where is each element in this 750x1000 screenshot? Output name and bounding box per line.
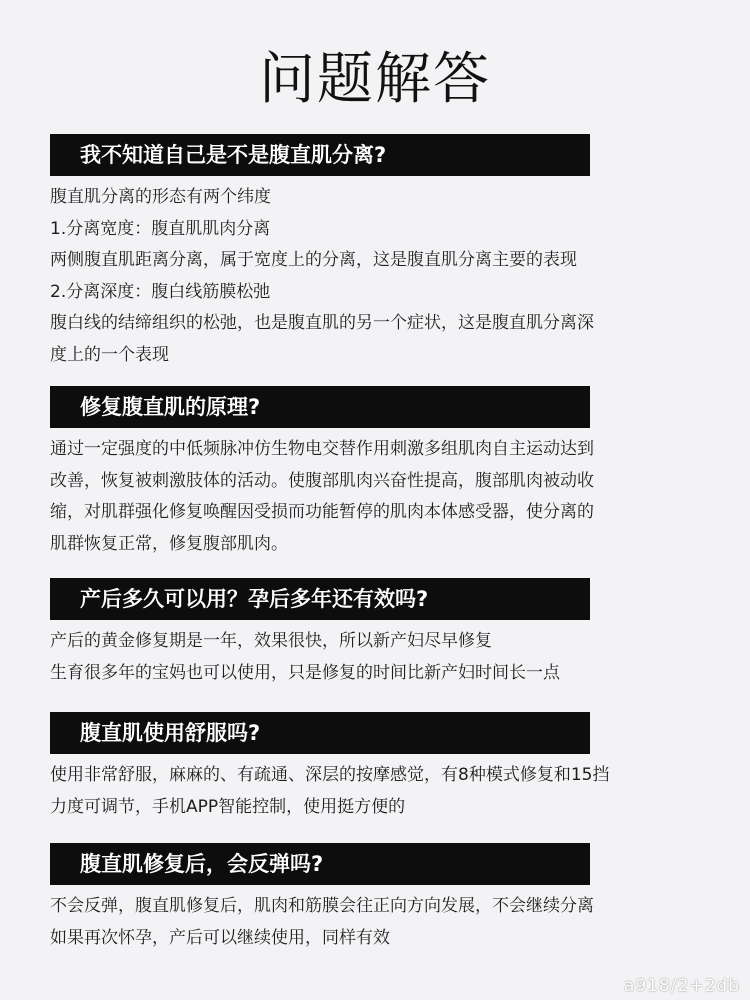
answer-line: 通过一定强度的中低频脉冲仿生物电交替作用刺激多组肌肉自主运动达到 [50,439,594,459]
answer-line: 生育很多年的宝妈也可以使用，只是修复的时间比新产妇时间长一点 [50,662,560,683]
answer-line: 产后的黄金修复期是一年，效果很快，所以新产妇尽早修复 [50,631,492,651]
page-title: 问题解答 [259,47,491,112]
answer-line: 使用非常舒服，麻麻的、有疏通、深层的按摩感觉，有8种模式修复和15挡 [50,765,610,785]
answer-line: 改善，恢复被刺激肢体的活动。使腹部肌肉兴奋性提高，腹部肌肉被动收 [50,470,594,491]
answer-text [50,891,710,954]
question-heading: 腹直肌使用舒服吗? [50,712,590,754]
answer-line: 缩，对肌群强化修复唤醒因受损而功能暂停的肌肉本体感受器，使分离的 [50,502,594,522]
faq-section-1 [50,134,710,371]
answer-line: 不会反弹，腹直肌修复后，肌肉和筋膜会往正向方向发展，不会继续分离 [50,896,594,916]
answer-line: 度上的一个表现 [50,344,169,365]
watermark-text: a918/2+2db [623,976,740,996]
answer-line: 如果再次怀孕，产后可以继续使用，同样有效 [50,927,390,948]
answer-line: 腹白线的结缔组织的松弛，也是腹直肌的另一个症状，这是腹直肌分离深 [50,313,594,333]
faq-section-3 [50,578,710,689]
question-heading: 修复腹直肌的原理? [50,386,590,428]
answer-text [50,626,710,689]
answer-text [50,182,710,371]
answer-line: 力度可调节，手机APP智能控制，使用挺方便的 [50,796,406,817]
answer-line: 肌群恢复正常，修复腹部肌肉。 [50,533,288,554]
question-heading: 腹直肌修复后，会反弹吗? [50,843,590,885]
faq-section-4 [50,712,710,823]
answer-line: 腹直肌分离的形态有两个纬度 [50,187,271,207]
answer-text [50,760,710,823]
answer-line: 2.分离深度：腹白线筋膜松弛 [50,281,271,302]
question-heading: 我不知道自己是不是腹直肌分离? [50,134,590,176]
question-heading: 产后多久可以用？孕后多年还有效吗? [50,578,590,620]
answer-text [50,434,710,560]
faq-section-5 [50,843,710,954]
answer-line: 两侧腹直肌距离分离，属于宽度上的分离，这是腹直肌分离主要的表现 [50,250,577,270]
answer-line: 1.分离宽度：腹直肌肌肉分离 [50,218,271,239]
faq-section-2 [50,386,710,560]
